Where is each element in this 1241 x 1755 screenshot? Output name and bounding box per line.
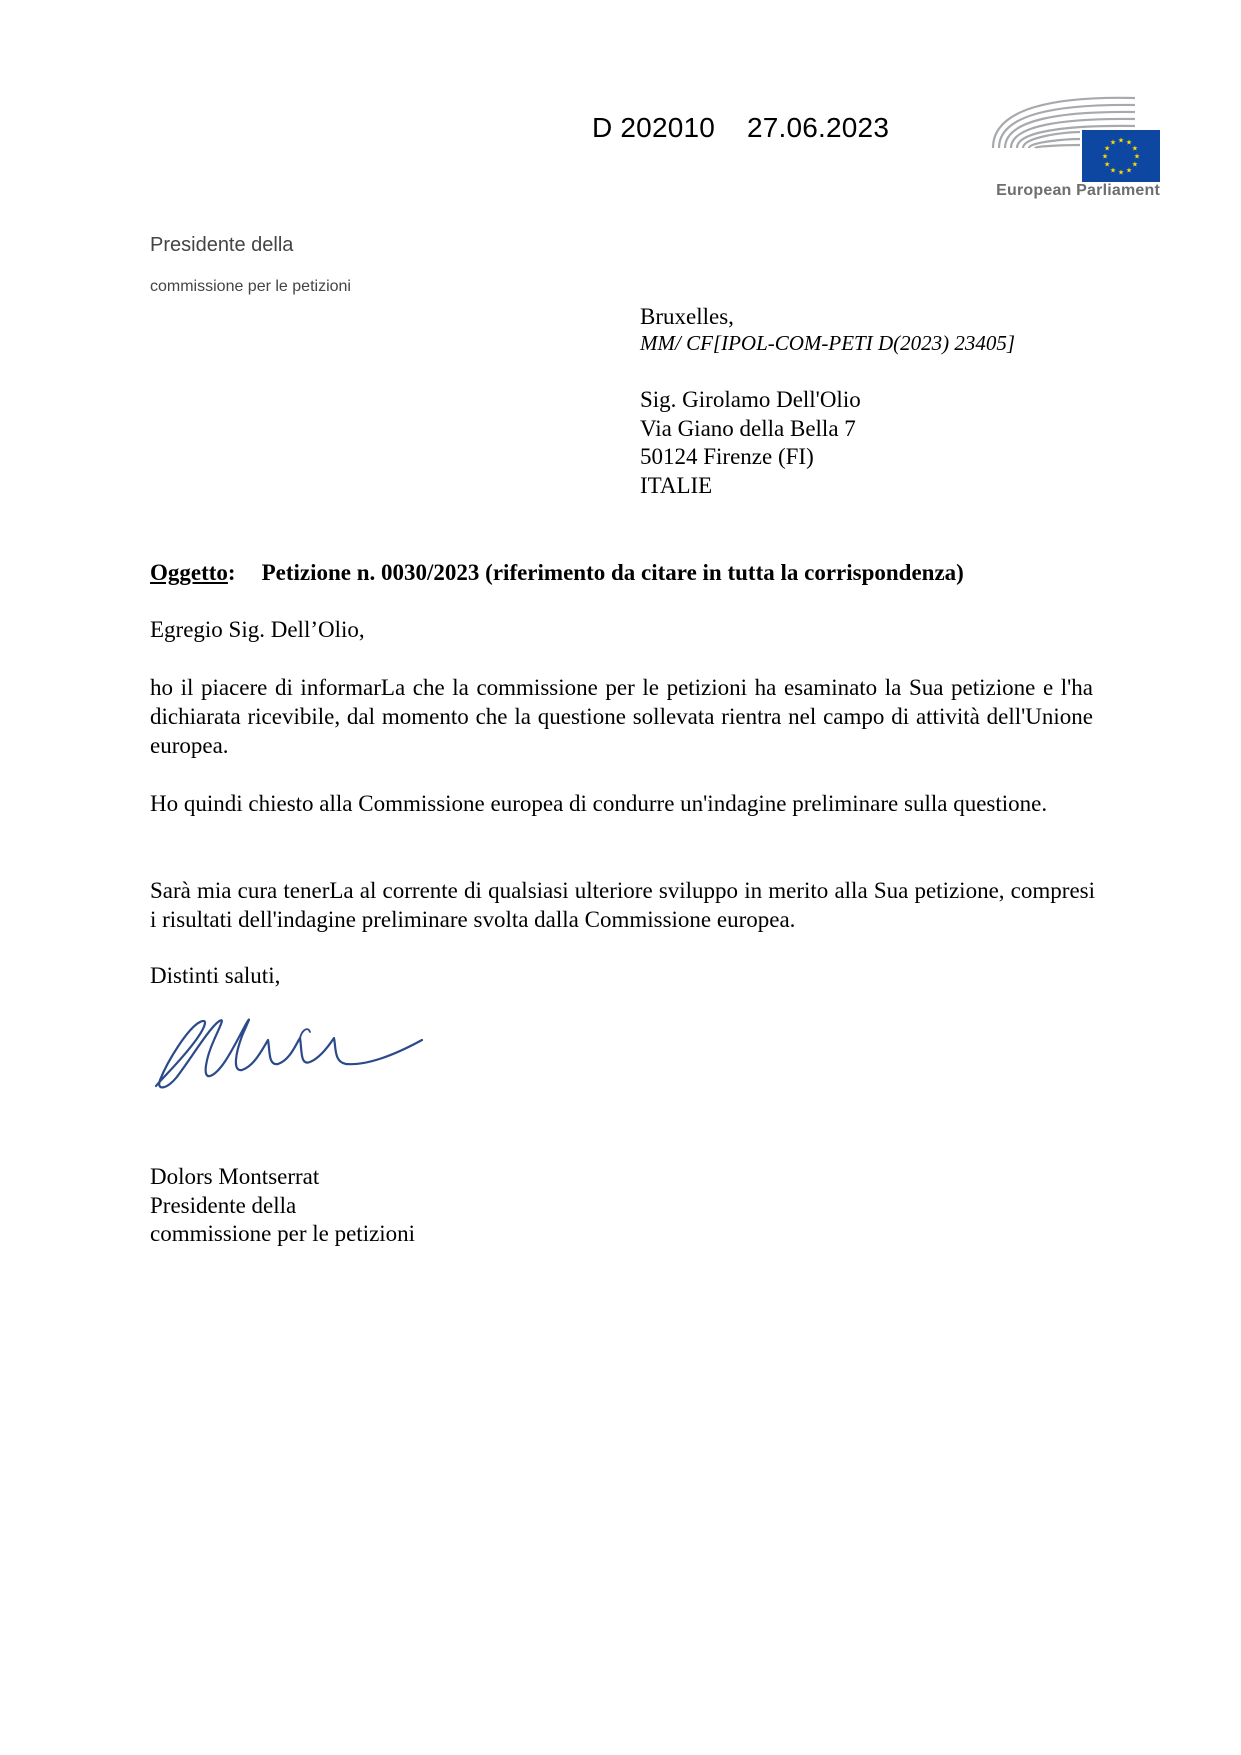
eu-star-icon: ★ [1133, 152, 1141, 161]
eu-star-icon: ★ [1117, 168, 1125, 177]
handwritten-signature [150, 1000, 445, 1108]
document-date: 27.06.2023 [746, 112, 890, 143]
eu-star-icon: ★ [1103, 144, 1111, 153]
salutation: Egregio Sig. Dell’Olio, [150, 617, 365, 642]
subject-text: Petizione n. 0030/2023 (riferimento da citare in tutta la corrispondenza) [261, 560, 964, 585]
document-reference [592, 112, 889, 144]
signer-role-line1: Presidente della [150, 1192, 297, 1218]
recipient-address [640, 386, 861, 500]
document-number: D 202010 [592, 112, 716, 143]
subject-line [150, 560, 964, 586]
subject-colon: : [227, 560, 236, 585]
signer-block [150, 1163, 415, 1249]
paragraph-2: Ho quindi chiesto alla Commissione europea di condurre un'indagine preliminare sulla questione. [150, 791, 1048, 816]
eu-star-icon: ★ [1103, 160, 1111, 169]
eu-star-icon: ★ [1101, 152, 1109, 161]
hemicycle-flag-icon [985, 88, 1160, 183]
eu-star-icon: ★ [1109, 138, 1117, 147]
sender-subtitle: commissione per le petizioni [150, 278, 351, 295]
eu-star-icon: ★ [1109, 166, 1117, 175]
eu-star-icon: ★ [1125, 138, 1133, 147]
eu-star-icon: ★ [1125, 166, 1133, 175]
file-reference: MM/ CF[IPOL-COM-PETI D(2023) 23405] [640, 331, 1016, 355]
place: Bruxelles, [640, 304, 734, 329]
signer-role-line2: commissione per le petizioni [150, 1221, 416, 1246]
recipient-country: ITALIE [640, 472, 713, 498]
paragraph-1: ho il piacere di informarLa che la commissione per le petizioni ha esaminato la Sua petizione e l'ha dichiarata ricevibile, dal momento che la questione sollevata rientra nel campo di attività dell'Unione europea. [150, 675, 1093, 758]
closing: Distinti saluti, [150, 963, 281, 988]
paragraph-3: Sarà mia cura tenerLa al corrente di qualsiasi ulteriore sviluppo in merito alla Sua petizione, compresi i risultati dell'indagine preliminare svolta dalla Commissione europea. [150, 878, 1095, 932]
recipient-street: Via Giano della Bella 7 [640, 415, 856, 441]
eu-star-icon: ★ [1117, 136, 1125, 145]
recipient-city: 50124 Firenze (FI) [640, 444, 814, 469]
signer-name: Dolors Montserrat [150, 1164, 320, 1189]
subject-label: Oggetto [150, 560, 228, 585]
recipient-name: Sig. Girolamo Dell'Olio [640, 387, 861, 412]
logo-text: European Parliament [996, 182, 1160, 199]
sender-title: Presidente della [150, 234, 294, 256]
eu-star-icon: ★ [1131, 160, 1139, 169]
signature-scribble-icon [150, 1000, 445, 1108]
eu-star-icon: ★ [1131, 144, 1139, 153]
